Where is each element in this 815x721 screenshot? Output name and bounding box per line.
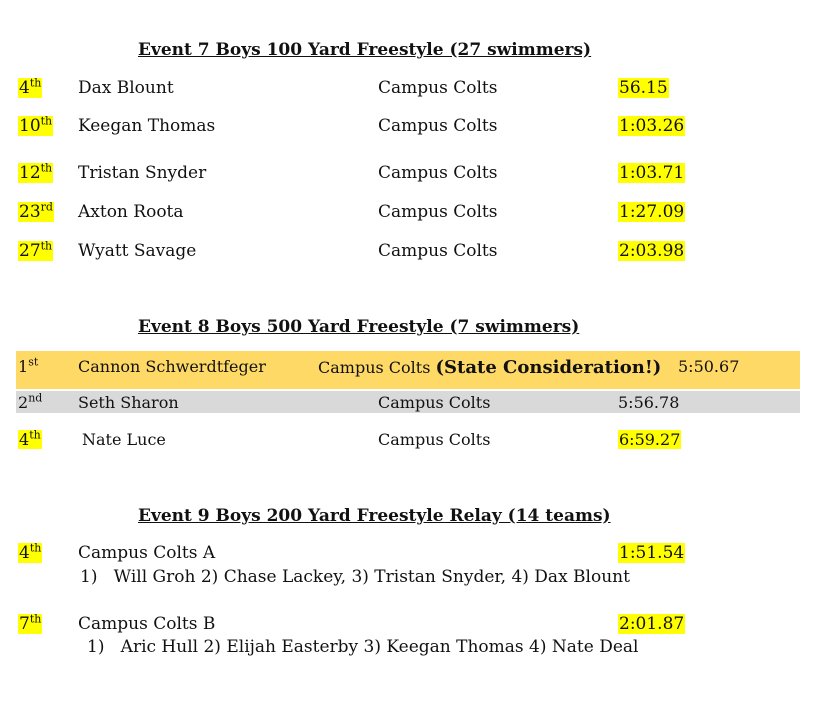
place: 4th	[19, 76, 42, 98]
event-8-row	[0, 393, 815, 423]
swimmer-name: Nate Luce	[82, 430, 166, 449]
relay-swimmers: 1) Will Groh 2) Chase Lackey, 3) Tristan Snyder, 4) Dax Blount	[80, 567, 630, 587]
place: 23rd	[19, 200, 53, 222]
place: 7th	[19, 612, 42, 634]
relay-time: 2:01.87	[619, 614, 685, 634]
team-name: Campus Colts	[378, 430, 491, 449]
event-8-heading: Event 8 Boys 500 Yard Freestyle (7 swimmers)	[138, 317, 580, 337]
place: 4th	[19, 541, 42, 563]
swim-time: 56.15	[619, 78, 668, 98]
swimmer-name: Wyatt Savage	[78, 241, 197, 261]
swimmer-name: Dax Blount	[78, 78, 174, 98]
event-7-heading: Event 7 Boys 100 Yard Freestyle (27 swimmers)	[138, 40, 592, 60]
event-8-row	[0, 357, 815, 387]
swimmer-name: Seth Sharon	[78, 393, 179, 412]
swimmer-name: Keegan Thomas	[78, 116, 216, 136]
swim-time: 1:03.71	[619, 163, 685, 183]
event-7-row	[0, 116, 815, 146]
place: 2nd	[18, 391, 43, 412]
event-9-heading: Event 9 Boys 200 Yard Freestyle Relay (14 teams)	[138, 506, 611, 526]
event-7-row	[0, 163, 815, 193]
swim-time: 5:50.67	[678, 357, 740, 376]
event-7-row	[0, 241, 815, 271]
swimmer-name: Cannon Schwerdtfeger	[78, 357, 266, 376]
swim-time: 1:03.26	[619, 116, 685, 136]
place: 12th	[19, 161, 53, 183]
relay-swimmers: 1) Aric Hull 2) Elijah Easterby 3) Keegan Thomas 4) Nate Deal	[87, 637, 639, 657]
state-consideration-note: (State Consideration!)	[435, 357, 662, 378]
relay-team-name: Campus Colts A	[78, 543, 216, 563]
event-7-row	[0, 202, 815, 232]
team-name: Campus Colts (State Consideration!)	[318, 357, 662, 378]
swimmer-name: Axton Roota	[78, 202, 184, 222]
team-name: Campus Colts	[378, 202, 498, 222]
relay-team-name: Campus Colts B	[78, 614, 216, 634]
team-name: Campus Colts	[378, 116, 498, 136]
team-name: Campus Colts	[378, 78, 498, 98]
relay-time: 1:51.54	[619, 543, 685, 563]
swim-time: 5:56.78	[618, 393, 680, 412]
event-7-row	[0, 78, 815, 108]
team-name: Campus Colts	[378, 163, 498, 183]
swim-time: 6:59.27	[619, 430, 681, 449]
place: 27th	[19, 239, 53, 261]
event-8-row	[0, 430, 815, 460]
swimmer-name: Tristan Snyder	[78, 163, 207, 183]
swim-time: 1:27.09	[619, 202, 685, 222]
swim-time: 2:03.98	[619, 241, 685, 261]
place: 1st	[18, 355, 39, 376]
place: 10th	[19, 114, 53, 136]
team-name: Campus Colts	[378, 393, 491, 412]
place: 4th	[19, 428, 41, 449]
team-name: Campus Colts	[378, 241, 498, 261]
